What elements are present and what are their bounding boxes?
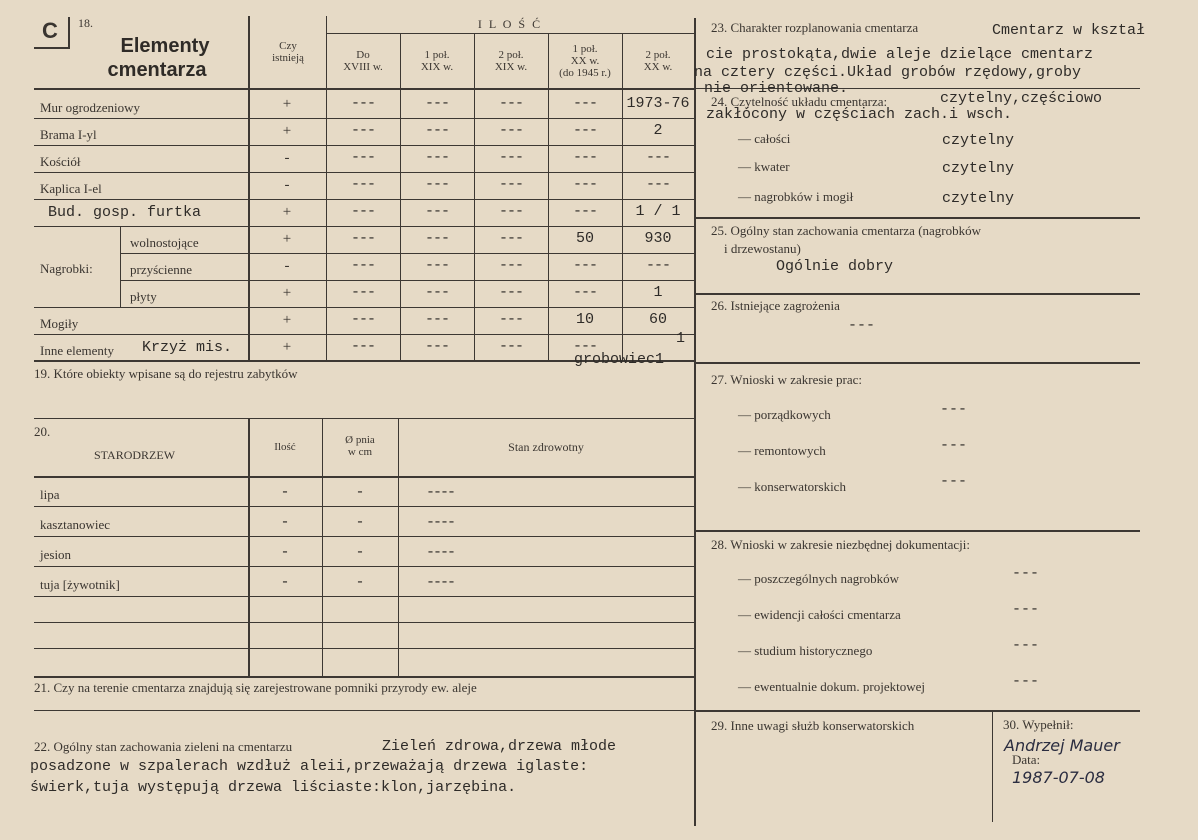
other-elements-extra-1: 1 bbox=[676, 330, 686, 347]
row-value: --- bbox=[350, 311, 375, 328]
tree-name: lipa bbox=[40, 487, 60, 502]
tree-name: jesion bbox=[40, 547, 72, 562]
row-label: przyścienne bbox=[130, 262, 193, 277]
row-exists-mark: + bbox=[282, 285, 292, 301]
row-value: --- bbox=[645, 149, 670, 166]
tree-table-bottom-line bbox=[34, 676, 694, 678]
tree-health-header: Stan zdrowotny bbox=[508, 440, 584, 454]
row-exists-mark: + bbox=[282, 96, 292, 112]
q26-answer: --- bbox=[848, 317, 876, 334]
tree-health: ---- bbox=[426, 574, 455, 591]
q27-item-label: — konserwatorskich bbox=[738, 479, 846, 494]
row-value: --- bbox=[498, 284, 523, 301]
row-value: --- bbox=[498, 149, 523, 166]
row-value: --- bbox=[572, 149, 597, 166]
row-value: --- bbox=[498, 176, 523, 193]
row-value: --- bbox=[498, 257, 523, 274]
q24-item-value: czytelny bbox=[942, 160, 1015, 177]
row-value: --- bbox=[424, 95, 449, 112]
row-value: --- bbox=[572, 95, 597, 112]
q19-bottom-line bbox=[34, 418, 694, 419]
row-value: --- bbox=[424, 149, 449, 166]
q26-label: 26. Istniejące zagrożenia bbox=[711, 298, 840, 313]
q23-answer-line3: na cztery części.Układ grobów rzędowy,groby bbox=[694, 64, 1082, 81]
q19-label: 19. Które obiekty wpisane są do rejestru zabytków bbox=[34, 366, 298, 381]
q28-bottom-line bbox=[694, 710, 1140, 712]
row-line bbox=[34, 118, 694, 119]
row-value: 1973-76 bbox=[626, 95, 690, 112]
row-line bbox=[34, 199, 694, 200]
row-value: --- bbox=[350, 257, 375, 274]
q20-label: 20. bbox=[34, 424, 51, 439]
row-value: 10 bbox=[575, 311, 594, 328]
tree-diameter: - bbox=[355, 544, 365, 561]
q24-item-label: — kwater bbox=[738, 159, 790, 174]
row-value: --- bbox=[572, 257, 597, 274]
tree-qty-header: Ilość bbox=[274, 441, 296, 453]
row-exists-mark: + bbox=[282, 312, 292, 328]
row-value: --- bbox=[424, 176, 449, 193]
row-value: --- bbox=[424, 122, 449, 139]
q23-label: 23. Charakter rozplanowania cmentarza bbox=[711, 20, 919, 35]
q29-label: 29. Inne uwagi służb konserwatorskich bbox=[711, 718, 915, 733]
tree-row-line bbox=[34, 622, 694, 623]
q26-bottom-line bbox=[694, 362, 1140, 364]
tree-name: tuja [żywotnik] bbox=[40, 577, 120, 592]
q28-item-value: --- bbox=[1012, 565, 1040, 582]
q24-answer-line1: czytelny,częściowo bbox=[940, 90, 1103, 107]
q24-item-value: czytelny bbox=[942, 132, 1015, 149]
row-value: --- bbox=[572, 176, 597, 193]
q30-label: 30. Wypełnił: bbox=[1003, 717, 1074, 732]
row-value: --- bbox=[498, 338, 523, 355]
q23-answer-line1: Cmentarz w kształ bbox=[992, 22, 1146, 39]
row-exists-mark: + bbox=[282, 123, 292, 139]
col-header-19c-1: 1 poł. XIX w. bbox=[420, 49, 454, 73]
row-value: --- bbox=[350, 284, 375, 301]
q22-label: 22. Ogólny stan zachowania zieleni na cmentarzu bbox=[34, 739, 293, 754]
exists-header: Czy istnieją bbox=[272, 40, 304, 64]
tree-col-divider-3 bbox=[398, 418, 399, 676]
q24-item-value: czytelny bbox=[942, 190, 1015, 207]
q24-answer-line2: zakłócony w częściach zach.i wsch. bbox=[706, 106, 1013, 123]
tree-header-line bbox=[34, 476, 694, 478]
tree-diameter-header: Ø pnia w cm bbox=[345, 434, 375, 458]
q28-item-label: — ewentualnie dokum. projektowej bbox=[738, 679, 926, 694]
q28-item-value: --- bbox=[1012, 637, 1040, 654]
row-value: --- bbox=[350, 203, 375, 220]
row-line bbox=[34, 145, 694, 146]
q28-item-value: --- bbox=[1012, 673, 1040, 690]
row-value: 2 bbox=[653, 122, 663, 139]
filled-date: 1987-07-08 bbox=[1012, 768, 1105, 787]
tree-health: ---- bbox=[426, 484, 455, 501]
q28-item-label: — ewidencji całości cmentarza bbox=[738, 607, 901, 622]
q23-answer-line4: nie orientowane. bbox=[704, 80, 849, 97]
tree-diameter: - bbox=[355, 484, 365, 501]
row-value: 60 bbox=[648, 311, 667, 328]
row-value: 1 bbox=[653, 284, 663, 301]
q28-item-label: — studium historycznego bbox=[738, 643, 873, 658]
tree-row-line bbox=[34, 566, 694, 567]
quantity-header: I L O Ś Ć bbox=[477, 17, 543, 31]
center-divider bbox=[694, 18, 696, 826]
q27-item-value: --- bbox=[940, 473, 968, 490]
row-value: --- bbox=[424, 284, 449, 301]
row-value: --- bbox=[350, 95, 375, 112]
q28-label: 28. Wnioski w zakresie niezbędnej dokumentacji: bbox=[711, 537, 970, 552]
row-exists-mark: - bbox=[284, 177, 290, 193]
tree-row-line bbox=[34, 596, 694, 597]
elements-title-line2: cmentarza bbox=[107, 59, 207, 81]
row-line bbox=[34, 226, 694, 227]
tree-diameter: - bbox=[355, 514, 365, 531]
row-exists-mark: + bbox=[282, 339, 292, 355]
row-value: --- bbox=[424, 203, 449, 220]
nagrobki-group-divider bbox=[120, 226, 121, 307]
row-value: 50 bbox=[575, 230, 594, 247]
row-line bbox=[120, 253, 694, 254]
q21-label: 21. Czy na terenie cmentarza znajdują się zarejestrowane pomniki przyrody ew. aleje bbox=[34, 680, 477, 695]
row-exists-mark: + bbox=[282, 231, 292, 247]
tree-qty: - bbox=[280, 484, 290, 501]
row-value: --- bbox=[350, 176, 375, 193]
q24-bottom-line bbox=[694, 217, 1140, 219]
row-label: Mogiły bbox=[40, 316, 79, 331]
q25-answer: Ogólnie dobry bbox=[776, 258, 894, 275]
row-value: 1 / 1 bbox=[635, 203, 681, 220]
nagrobki-label: Nagrobki: bbox=[40, 261, 93, 276]
row-value: --- bbox=[424, 338, 449, 355]
row-value: --- bbox=[498, 230, 523, 247]
row-label: płyty bbox=[130, 289, 157, 304]
col-header-19c-2: 2 poł. XIX w. bbox=[494, 49, 528, 73]
tree-header: STARODRZEW bbox=[94, 448, 176, 462]
q22-answer-line2: posadzone w szpalerach wzdłuż aleii,przeważają drzewa iglaste: bbox=[30, 758, 589, 775]
q25-bottom-line bbox=[694, 293, 1140, 295]
row-value: --- bbox=[350, 338, 375, 355]
q27-label: 27. Wnioski w zakresie prac: bbox=[711, 372, 863, 387]
row-value: --- bbox=[424, 257, 449, 274]
q27-item-value: --- bbox=[940, 401, 968, 418]
q22-answer-line3: świerk,tuja występują drzewa liściaste:klon,jarzębina. bbox=[30, 779, 517, 796]
section-letter: C bbox=[42, 18, 58, 43]
row-value: --- bbox=[424, 311, 449, 328]
q27-item-label: — remontowych bbox=[738, 443, 826, 458]
row-value: --- bbox=[498, 95, 523, 112]
row-value: --- bbox=[572, 338, 597, 355]
elements-title-line1: Elementy bbox=[120, 35, 210, 57]
tree-qty: - bbox=[280, 544, 290, 561]
row-line bbox=[34, 307, 694, 308]
q27-item-value: --- bbox=[940, 437, 968, 454]
q27-bottom-line bbox=[694, 530, 1140, 532]
row-label: Kaplica I-el bbox=[40, 181, 102, 196]
col-header-20c-2: 2 poł. XX w. bbox=[643, 49, 673, 73]
row-label: wolnostojące bbox=[130, 235, 199, 250]
row-value: --- bbox=[498, 122, 523, 139]
row-label: Inne elementy bbox=[40, 343, 114, 358]
row-value: --- bbox=[572, 284, 597, 301]
q28-item-value: --- bbox=[1012, 601, 1040, 618]
row-value: --- bbox=[498, 311, 523, 328]
tree-health: ---- bbox=[426, 514, 455, 531]
other-elements-typed: Krzyż mis. bbox=[142, 339, 233, 356]
section-number: 18. bbox=[78, 16, 93, 30]
filled-by-signature: Andrzej Mauer bbox=[1004, 736, 1120, 755]
row-value: --- bbox=[350, 149, 375, 166]
row-value: --- bbox=[498, 203, 523, 220]
row-value: --- bbox=[572, 203, 597, 220]
row-line bbox=[120, 280, 694, 281]
tree-qty: - bbox=[280, 514, 290, 531]
date-label: Data: bbox=[1012, 752, 1041, 767]
tree-row-line bbox=[34, 536, 694, 537]
row-value: --- bbox=[645, 257, 670, 274]
row-value: --- bbox=[424, 230, 449, 247]
other-elements-extra-2: grobowiec1 bbox=[574, 351, 665, 368]
tree-row-line bbox=[34, 506, 694, 507]
row-exists-mark: + bbox=[282, 204, 292, 220]
q25-label-line1: 25. Ogólny stan zachowania cmentarza (nagrobków bbox=[711, 223, 982, 238]
q22-answer-line1: Zieleń zdrowa,drzewa młode bbox=[382, 738, 617, 755]
col-header-18c: Do XVIII w. bbox=[343, 49, 383, 73]
header-bottom-line bbox=[34, 88, 694, 90]
q24-item-label: — całości bbox=[738, 131, 791, 146]
tree-name: kasztanowiec bbox=[40, 517, 111, 532]
col-header-20c-1: 1 poł. XX w. (do 1945 r.) bbox=[559, 43, 611, 79]
tree-qty: - bbox=[280, 574, 290, 591]
q28-item-label: — poszczególnych nagrobków bbox=[738, 571, 900, 586]
row-exists-mark: - bbox=[284, 150, 290, 166]
q24-label: 24. Czytelność układu cmentarza: bbox=[711, 94, 888, 109]
q23-answer-line2: cie prostokąta,dwie aleje dzielące cmentarz bbox=[706, 46, 1094, 63]
row-line bbox=[34, 334, 694, 335]
row-value: --- bbox=[350, 230, 375, 247]
row-value: --- bbox=[572, 122, 597, 139]
row-label: Kościół bbox=[40, 154, 81, 169]
q29-q30-divider bbox=[992, 712, 993, 822]
q24-item-label: — nagrobków i mogił bbox=[738, 189, 854, 204]
tree-health: ---- bbox=[426, 544, 455, 561]
tree-row-line bbox=[34, 648, 694, 649]
row-value: 930 bbox=[644, 230, 672, 247]
q25-label-line2: i drzewostanu) bbox=[724, 241, 801, 256]
q27-item-label: — porządkowych bbox=[738, 407, 831, 422]
row-value: --- bbox=[350, 122, 375, 139]
row-exists-mark: - bbox=[284, 258, 290, 274]
row-label: Bud. gosp. furtka bbox=[48, 204, 202, 221]
row-label: Brama I-yl bbox=[40, 127, 97, 142]
qty-header-line bbox=[326, 33, 694, 34]
row-label: Mur ogrodzeniowy bbox=[40, 100, 141, 115]
q21-bottom-line bbox=[34, 710, 694, 711]
row-value: --- bbox=[645, 176, 670, 193]
row-line bbox=[34, 172, 694, 173]
tree-diameter: - bbox=[355, 574, 365, 591]
